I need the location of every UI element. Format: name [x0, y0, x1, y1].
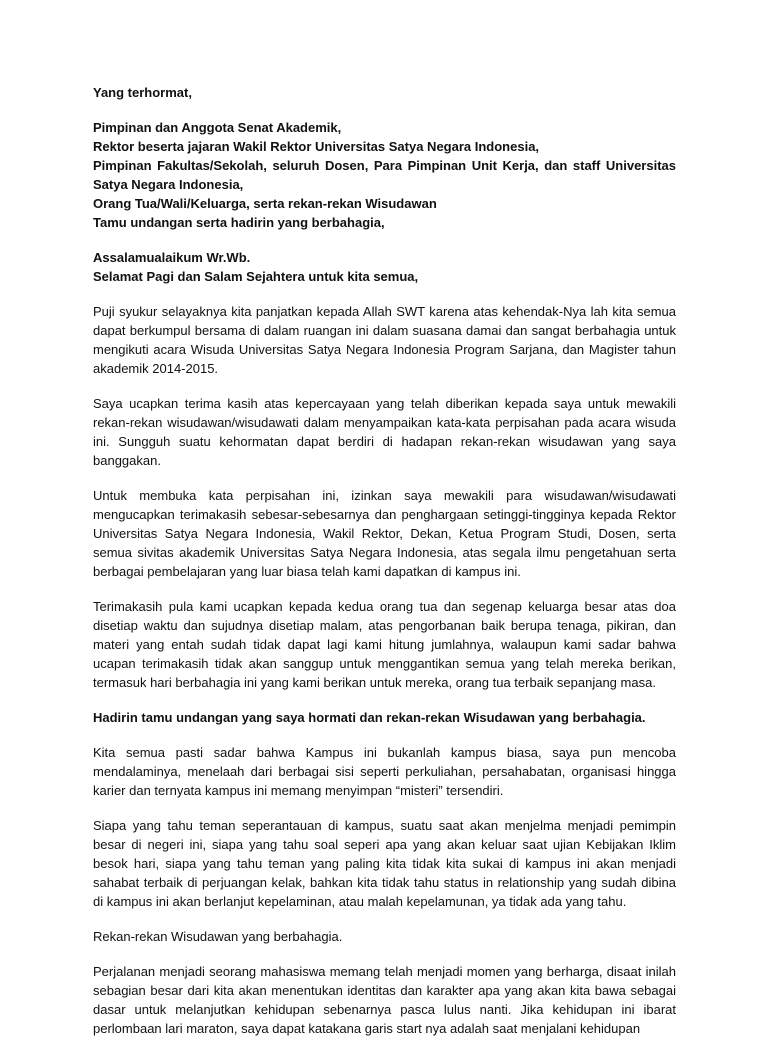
salutation-line: Assalamualaikum Wr.Wb. [93, 250, 251, 265]
paragraph [93, 302, 676, 378]
heading-graduates: Rekan-rekan Wisudawan yang berbahagia. [93, 929, 343, 944]
paragraph-text: Puji syukur selayaknya kita panjatkan kepada Allah SWT karena atas kehendak-Nya lah kita semua dapat berkumpul bersama di dalam ruangan ini dalam suasana damai dan sangat berbahagia untuk mengikuti acara Wisuda Universitas Satya Negara Indonesia Program Sarjana, dan Magister tahun akademik 2014-2015. [93, 304, 676, 376]
addressee-line: Orang Tua/Wali/Keluarga, serta rekan-rekan Wisudawan [93, 196, 437, 211]
section-heading [93, 708, 676, 727]
speech-text [93, 83, 676, 1054]
addressee-line: Rektor beserta jajaran Wakil Rektor Universitas Satya Negara Indonesia, [93, 139, 540, 154]
paragraph-text: Saya ucapkan terima kasih atas kepercayaan yang telah diberikan kepada saya untuk mewakili rekan-rekan wisudawan/wisudawati dalam menyampaikan kata-kata perpisahan pada acara wisuda ini. Sungguh suatu kehormatan dapat berdiri di hadapan rekan-rekan wisudawan yang saya banggakan. [93, 396, 676, 468]
paragraph-text: Perjalanan menjadi seorang mahasiswa memang telah menjadi momen yang berharga, disaat inilah sebagian besar dari kita akan menentukan identitas dan karakter apa yang akan kita bawa sebagai dasar untuk melanjutkan kehidupan sebenarnya pasca lulus nanti. Jika kehidupan ini ibarat perlombaan lari maraton, saya dapat katakana garis start nya adalah saat menjalani kehidupan [93, 964, 676, 1036]
greeting-block [93, 83, 676, 102]
paragraph [93, 394, 676, 470]
salutation-block [93, 248, 676, 286]
paragraph [93, 743, 676, 800]
paragraph-text: Kita semua pasti sadar bahwa Kampus ini bukanlah kampus biasa, saya pun mencoba mendalaminya, menelaah dari berbagai sisi seperti perkuliahan, persahabatan, organisasi hingga karier dan ternyata kampus ini memang menyimpan “misteri” tersendiri. [93, 745, 676, 798]
addressee-line: Pimpinan dan Anggota Senat Akademik, [93, 120, 342, 135]
heading-guests: Hadirin tamu undangan yang saya hormati dan rekan-rekan Wisudawan yang berbahagia. [93, 710, 646, 725]
addressee-line: Pimpinan Fakultas/Sekolah, seluruh Dosen, Para Pimpinan Unit Kerja, dan staff Universitas Satya Negara Indonesia, [93, 158, 676, 192]
paragraph [93, 962, 676, 1038]
paragraph [93, 597, 676, 692]
greeting: Yang terhormat, [93, 85, 192, 100]
paragraph [93, 486, 676, 581]
paragraph [93, 816, 676, 911]
addressee-line: Tamu undangan serta hadirin yang berbahagia, [93, 215, 385, 230]
section-heading [93, 927, 676, 946]
paragraph-text: Untuk membuka kata perpisahan ini, izinkan saya mewakili para wisudawan/wisudawati mengucapkan terimakasih sebesar-sebesarnya dan penghargaan setinggi-tingginya kepada Rektor Universitas Satya Negara Indonesia, Wakil Rektor, Dekan, Ketua Program Studi, Dosen, serta semua sivitas akademik Universitas Satya Negara Indonesia, atas segala ilmu pengetahuan serta berbagai pembelajaran yang luar biasa telah kami dapatkan di kampus ini. [93, 488, 676, 579]
addressee-list [93, 118, 676, 232]
salutation-line: Selamat Pagi dan Salam Sejahtera untuk kita semua, [93, 269, 419, 284]
paragraph-text: Terimakasih pula kami ucapkan kepada kedua orang tua dan segenap keluarga besar atas doa disetiap waktu dan sujudnya disetiap malam, atas pengorbanan baik berupa tenaga, pikiran, dan materi yang entah sudah tidak dapat lagi kami hitung jumlahnya, walaupun kami sadar bahwa ucapan terimakasih tidak akan sanggup untuk menggantikan semua yang telah mereka berikan, termasuk hari berbahagia ini yang kami berikan untuk mereka, orang tua terbaik sepanjang masa. [93, 599, 676, 690]
paragraph-text: Siapa yang tahu teman seperantauan di kampus, suatu saat akan menjelma menjadi pemimpin besar di negeri ini, siapa yang tahu soal seperi apa yang akan keluar saat ujian Kebijakan Iklim besok hari, siapa yang tahu teman yang paling kita tidak kita sukai di kampus ini akan menjadi sahabat terbaik di perjuangan kelak, bahkan kita tidak tahu status in relationship yang sudah dibina di kampus ini akan berlanjut kepelaminan, atau malah kepelamunan, ya tidak ada yang tahu. [93, 818, 676, 909]
